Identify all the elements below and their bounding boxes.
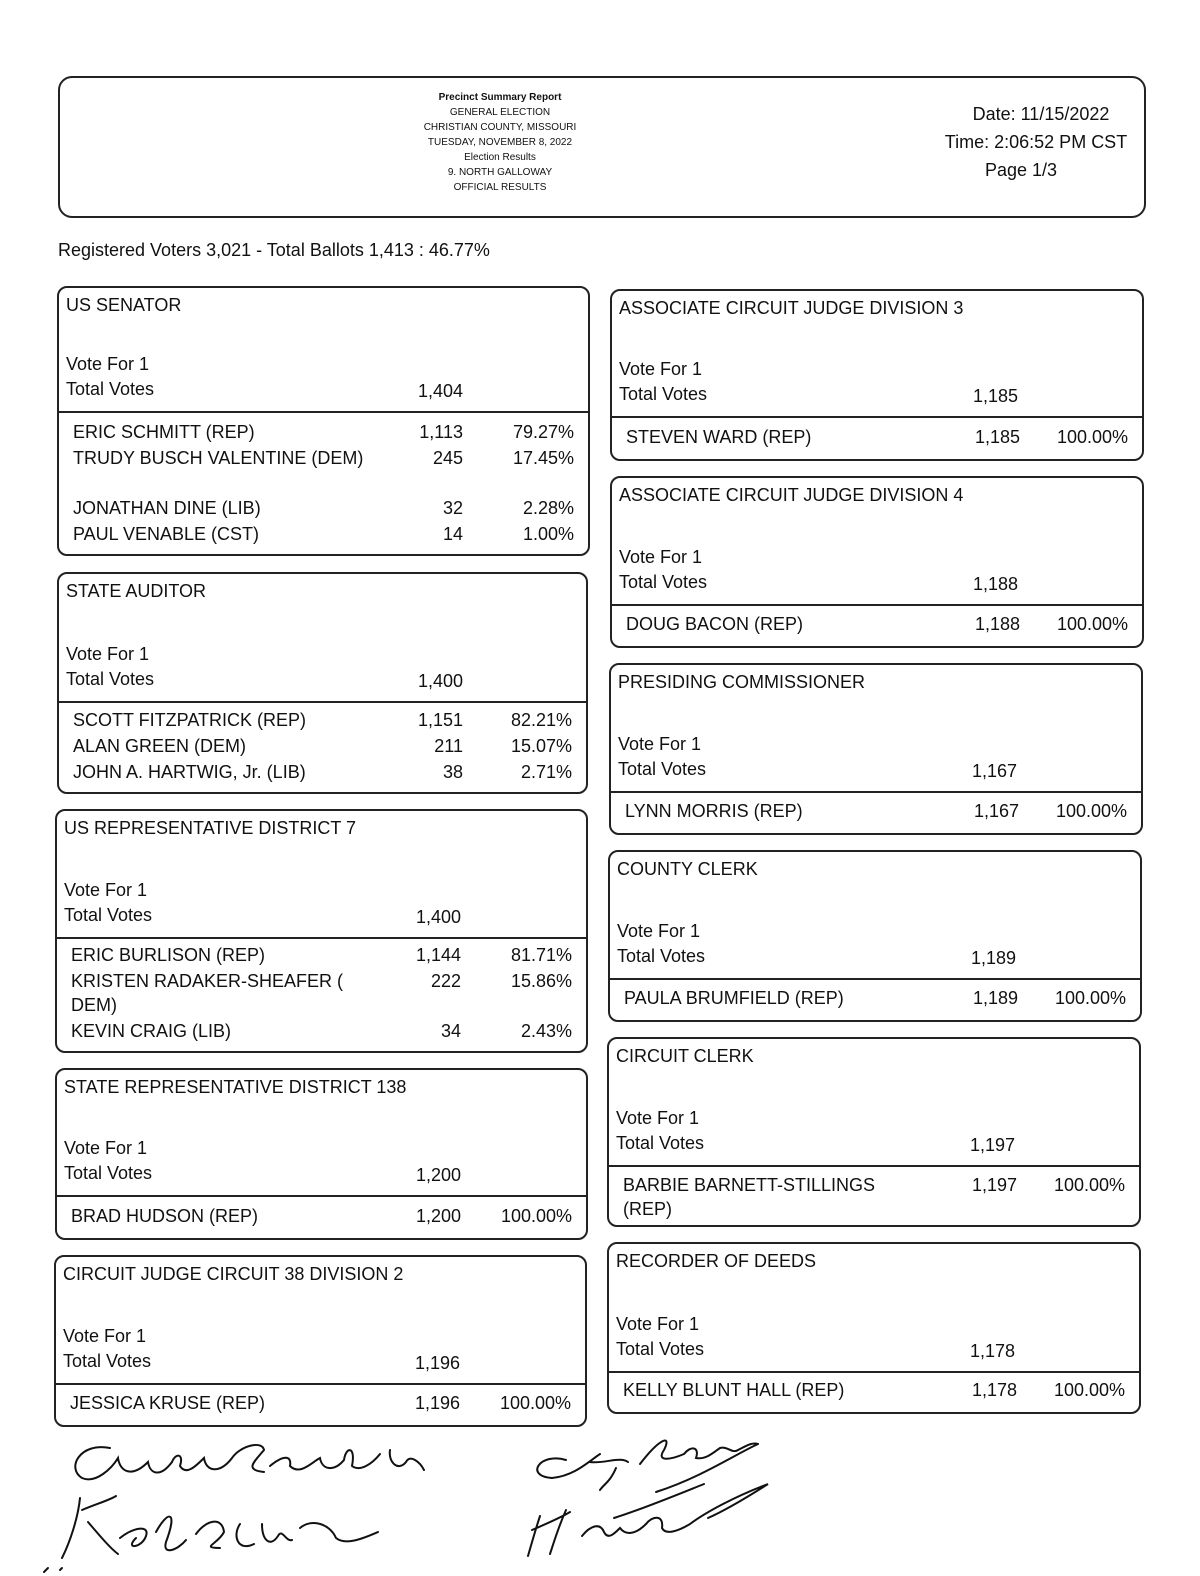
candidate-votes: 1,113: [419, 422, 463, 442]
candidate-name: KRISTEN RADAKER-SHEAFER ( DEM): [71, 971, 344, 1015]
candidate-name: ERIC BURLISON (REP): [71, 945, 266, 965]
candidate-name: JONATHAN DINE (LIB): [73, 498, 261, 518]
candidate-percent: 2.43%: [520, 1021, 572, 1041]
candidate-votes: 1,189: [972, 988, 1018, 1008]
candidate-row: [73, 420, 578, 444]
candidate-votes: 38: [442, 762, 463, 782]
candidate-percent: 2.71%: [520, 762, 572, 782]
candidate-percent: 100.00%: [500, 1206, 572, 1226]
contest-recorder-of-deeds: [607, 1242, 1141, 1414]
total-votes-value: 1,404: [417, 381, 463, 401]
total-votes-value: 1,178: [969, 1341, 1015, 1361]
election-name: GENERAL ELECTION: [449, 107, 551, 118]
report-meta: [906, 100, 1136, 184]
page-number: Page 1/3: [984, 160, 1058, 180]
candidate-name: LYNN MORRIS (REP): [625, 801, 803, 821]
divider: [57, 937, 586, 939]
candidate-name: BARBIE BARNETT-STILLINGS (REP): [623, 1175, 876, 1219]
contest-title: STATE AUDITOR: [66, 581, 207, 601]
candidate-percent: 100.00%: [1056, 427, 1128, 447]
candidate-votes: 1,151: [417, 710, 463, 730]
divider: [59, 701, 586, 703]
total-votes-value: 1,400: [417, 671, 463, 691]
candidate-row: [623, 1378, 1129, 1402]
candidate-name: PAUL VENABLE (CST): [73, 524, 260, 544]
results-status: OFFICIAL RESULTS: [453, 182, 547, 193]
total-votes-label: Total Votes: [616, 1339, 705, 1359]
vote-for-label: Vote For 1: [616, 1108, 700, 1128]
candidate-name: ALAN GREEN (DEM): [73, 736, 247, 756]
divider: [612, 604, 1142, 606]
candidate-percent: 15.07%: [510, 736, 572, 756]
contest-circuit-judge-circuit-38-division-2: [54, 1255, 587, 1427]
candidate-percent: 17.45%: [512, 448, 574, 468]
vote-for-label: Vote For 1: [619, 359, 703, 379]
candidate-name: JOHN A. HARTWIG, Jr. (LIB): [73, 762, 306, 782]
contest-circuit-clerk: [607, 1037, 1141, 1227]
candidate-row: [71, 943, 576, 967]
candidate-votes: 1,178: [971, 1380, 1017, 1400]
candidate-row: [73, 446, 578, 496]
divider: [609, 1371, 1139, 1373]
candidate-votes: 1,188: [974, 614, 1020, 634]
candidate-row: [625, 799, 1131, 823]
contest-state-auditor: [57, 572, 588, 794]
candidate-votes: 1,144: [415, 945, 461, 965]
vote-for-label: Vote For 1: [63, 1326, 147, 1346]
contest-title: ASSOCIATE CIRCUIT JUDGE DIVISION 3: [619, 298, 964, 318]
candidate-name: STEVEN WARD (REP): [626, 427, 812, 447]
candidate-row: [623, 1173, 1129, 1223]
candidate-row: [73, 496, 578, 520]
results-label: Election Results: [464, 152, 536, 163]
contest-associate-circuit-judge-division-3: [610, 289, 1144, 461]
total-votes-label: Total Votes: [64, 1163, 153, 1183]
report-header: [58, 76, 1146, 218]
vote-for-label: Vote For 1: [66, 354, 150, 374]
divider: [612, 416, 1142, 418]
candidate-name: TRUDY BUSCH VALENTINE (DEM): [73, 448, 364, 468]
candidate-percent: 100.00%: [1054, 988, 1126, 1008]
total-votes-value: 1,400: [415, 907, 461, 927]
candidate-percent: 100.00%: [1053, 1175, 1125, 1195]
candidate-name: BRAD HUDSON (REP): [71, 1206, 259, 1226]
divider: [609, 1165, 1139, 1167]
contest-us-representative-district-7: [55, 809, 588, 1053]
candidate-votes: 1,197: [971, 1175, 1017, 1195]
candidate-percent: 79.27%: [512, 422, 574, 442]
total-votes-value: 1,167: [971, 761, 1017, 781]
candidate-name: JESSICA KRUSE (REP): [70, 1393, 266, 1413]
vote-for-label: Vote For 1: [66, 644, 150, 664]
candidate-row: [70, 1391, 575, 1415]
candidate-votes: 245: [432, 448, 463, 468]
contest-title: CIRCUIT CLERK: [616, 1046, 754, 1066]
candidate-percent: 82.21%: [510, 710, 572, 730]
candidate-row: [624, 986, 1130, 1010]
total-votes-value: 1,189: [970, 948, 1016, 968]
contest-title: US SENATOR: [66, 295, 182, 315]
total-votes-value: 1,188: [972, 574, 1018, 594]
candidate-row: [73, 708, 576, 732]
candidate-votes: 1,196: [414, 1393, 460, 1413]
total-votes-label: Total Votes: [66, 669, 155, 689]
candidate-percent: 100.00%: [1053, 1380, 1125, 1400]
total-votes-label: Total Votes: [618, 759, 707, 779]
candidate-name: ERIC SCHMITT (REP): [73, 422, 255, 442]
divider: [610, 978, 1140, 980]
candidate-name: KELLY BLUNT HALL (REP): [623, 1380, 845, 1400]
total-votes-label: Total Votes: [616, 1133, 705, 1153]
candidate-votes: 32: [442, 498, 463, 518]
report-time: Time: 2:06:52 PM CST: [944, 132, 1128, 152]
vote-for-label: Vote For 1: [64, 880, 148, 900]
total-votes-label: Total Votes: [64, 905, 153, 925]
candidate-votes: 222: [430, 971, 461, 991]
jurisdiction: CHRISTIAN COUNTY, MISSOURI: [423, 122, 577, 133]
vote-for-label: Vote For 1: [616, 1314, 700, 1334]
candidate-percent: 2.28%: [522, 498, 574, 518]
total-votes-label: Total Votes: [619, 572, 708, 592]
report-title-block: [360, 90, 640, 195]
candidate-votes: 14: [442, 524, 463, 544]
candidate-name: KEVIN CRAIG (LIB): [71, 1021, 232, 1041]
candidate-row: [626, 425, 1132, 449]
contest-county-clerk: [608, 850, 1142, 1022]
candidate-row: [73, 760, 576, 784]
candidate-name: PAULA BRUMFIELD (REP): [624, 988, 844, 1008]
turnout-summary: Registered Voters 3,021 - Total Ballots 1,413 : 46.77%: [58, 240, 490, 260]
contest-title: CIRCUIT JUDGE CIRCUIT 38 DIVISION 2: [63, 1264, 404, 1284]
candidate-percent: 81.71%: [510, 945, 572, 965]
candidate-percent: 100.00%: [1056, 614, 1128, 634]
report-date: Date: 11/15/2022: [972, 104, 1110, 124]
divider: [611, 791, 1141, 793]
candidate-percent: 100.00%: [1055, 801, 1127, 821]
divider: [56, 1383, 585, 1385]
contest-title: US REPRESENTATIVE DISTRICT 7: [64, 818, 357, 838]
report-title: Precinct Summary Report: [438, 92, 562, 103]
total-votes-value: 1,196: [414, 1353, 460, 1373]
candidate-row: [71, 1204, 576, 1228]
divider: [59, 411, 588, 413]
contest-title: COUNTY CLERK: [617, 859, 758, 879]
candidate-name: SCOTT FITZPATRICK (REP): [73, 710, 306, 730]
vote-for-label: Vote For 1: [618, 734, 702, 754]
total-votes-label: Total Votes: [617, 946, 706, 966]
candidate-percent: 15.86%: [510, 971, 572, 991]
contest-title: RECORDER OF DEEDS: [616, 1251, 817, 1271]
candidate-votes: 34: [440, 1021, 461, 1041]
contest-state-representative-district-138: [55, 1068, 588, 1240]
total-votes-label: Total Votes: [66, 379, 155, 399]
contest-title: PRESIDING COMMISSIONER: [618, 672, 866, 692]
vote-for-label: Vote For 1: [619, 547, 703, 567]
contest-us-senator: [57, 286, 590, 556]
contest-title: STATE REPRESENTATIVE DISTRICT 138: [64, 1077, 407, 1097]
vote-for-label: Vote For 1: [64, 1138, 148, 1158]
vote-for-label: Vote For 1: [617, 921, 701, 941]
candidate-votes: 211: [434, 736, 463, 756]
total-votes-value: 1,185: [972, 386, 1018, 406]
candidate-row: [71, 969, 576, 1019]
total-votes-value: 1,197: [969, 1135, 1015, 1155]
total-votes-value: 1,200: [415, 1165, 461, 1185]
signatures: [0, 1432, 1200, 1576]
candidate-row: [73, 522, 578, 546]
candidate-name: DOUG BACON (REP): [626, 614, 804, 634]
candidate-votes: 1,167: [973, 801, 1019, 821]
candidate-votes: 1,185: [974, 427, 1020, 447]
contest-presiding-commissioner: [609, 663, 1143, 835]
divider: [57, 1195, 586, 1197]
candidate-percent: 100.00%: [499, 1393, 571, 1413]
total-votes-label: Total Votes: [63, 1351, 152, 1371]
candidate-row: [73, 734, 576, 758]
precinct-name: 9. NORTH GALLOWAY: [447, 167, 553, 178]
candidate-votes: 1,200: [415, 1206, 461, 1226]
contest-title: ASSOCIATE CIRCUIT JUDGE DIVISION 4: [619, 485, 964, 505]
candidate-row: [71, 1019, 576, 1043]
candidate-row: [626, 612, 1132, 636]
election-date: TUESDAY, NOVEMBER 8, 2022: [427, 137, 573, 148]
candidate-percent: 1.00%: [522, 524, 574, 544]
contest-associate-circuit-judge-division-4: [610, 476, 1144, 648]
total-votes-label: Total Votes: [619, 384, 708, 404]
